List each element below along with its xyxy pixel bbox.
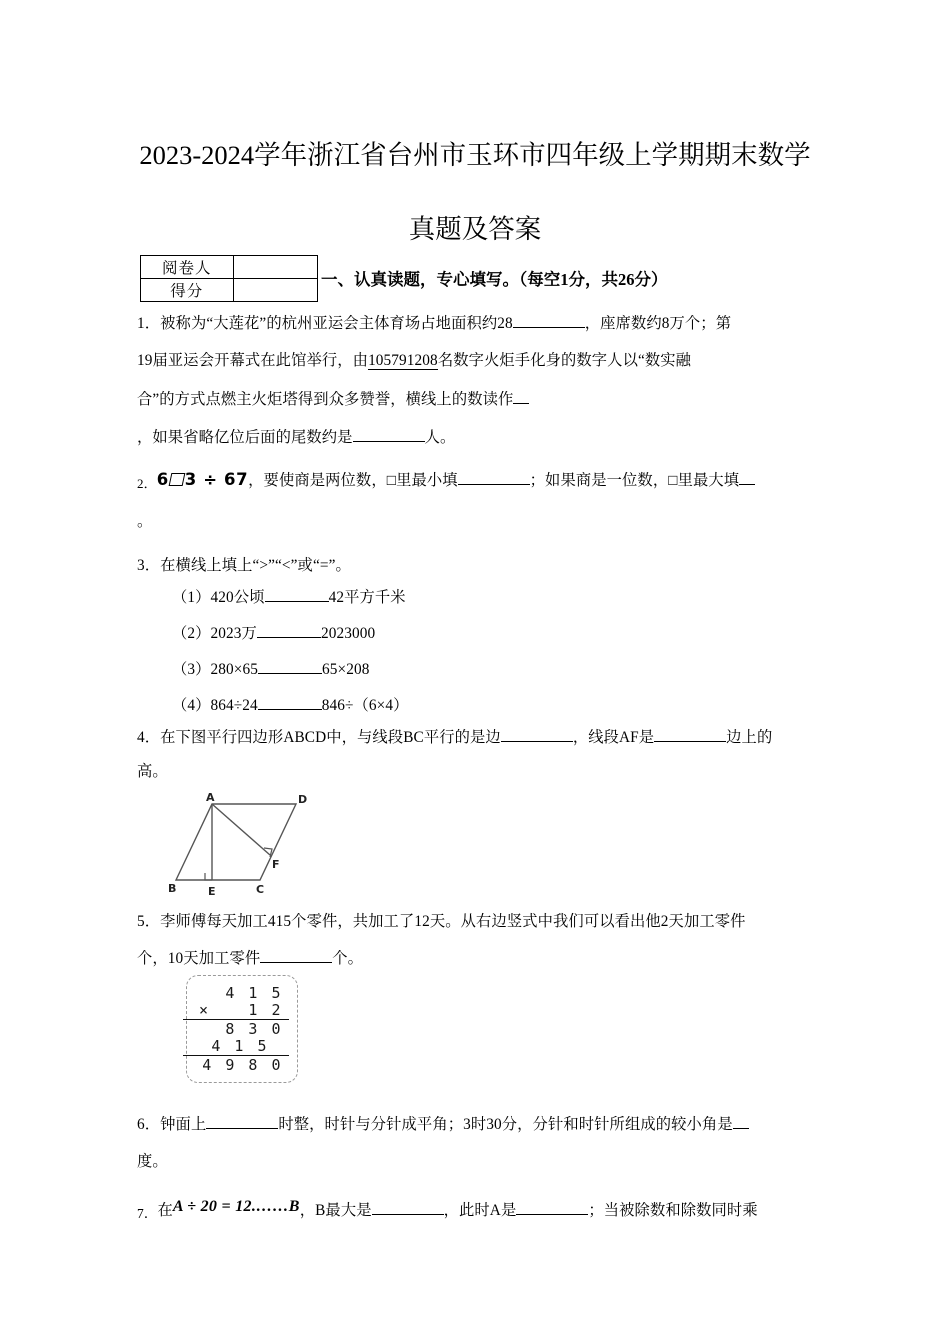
question-7-text-b: ，B最大是	[299, 1202, 372, 1219]
question-4-text-d: 高。	[137, 763, 168, 780]
score-value-cell[interactable]	[233, 279, 317, 302]
question-3-number: 3．	[137, 557, 161, 574]
question-4-line-1	[137, 727, 772, 748]
answer-blank[interactable]	[372, 1200, 444, 1215]
vertex-label-A: A	[206, 791, 215, 804]
answer-blank[interactable]	[258, 695, 322, 710]
answer-blank[interactable]	[257, 623, 321, 638]
answer-blank[interactable]	[733, 1114, 749, 1129]
question-2-text-c: 。	[137, 513, 153, 530]
answer-blank[interactable]	[501, 727, 573, 742]
question-3-stem-text: 在横线上填上“>”“<”或“=”。	[160, 557, 351, 574]
answer-blank[interactable]	[516, 1200, 588, 1215]
page-title-line2: 真题及答案	[408, 214, 542, 244]
formula-blank-box	[168, 473, 185, 486]
question-5-text-b: 个，10天加工零件	[137, 950, 261, 967]
question-6-line-2	[137, 1152, 168, 1172]
item-label: （3）	[172, 661, 211, 678]
vertical-calc-content	[187, 985, 297, 1074]
item-left: 420公顷	[210, 589, 265, 606]
product-row: 4 9 8 0	[202, 1056, 283, 1074]
question-1-text-a: 被称为“大莲花”的杭州亚运会主体育场占地面积约28	[160, 315, 513, 332]
question-6-text-c: 度。	[137, 1153, 168, 1170]
multiplier-row	[187, 1002, 297, 1019]
answer-blank[interactable]	[654, 727, 726, 742]
question-3-item-4	[172, 695, 409, 716]
question-6-line-1	[137, 1114, 749, 1135]
multiplier-value: 1 2	[248, 1001, 283, 1019]
vertical-multiplication-diagram	[186, 975, 298, 1083]
section-heading: 一、认真读题，专心填写。（每空1分，共26分）	[321, 270, 668, 289]
answer-blank[interactable]	[513, 313, 585, 328]
question-5-number: 5．	[137, 913, 161, 930]
multiply-operator: ×	[199, 1001, 211, 1019]
question-7-number: 7．	[137, 1206, 158, 1221]
question-4-number: 4．	[137, 729, 161, 746]
item-left: 2023万	[210, 625, 257, 642]
answer-blank[interactable]	[258, 659, 322, 674]
item-label: （2）	[172, 625, 211, 642]
question-7-text-a: 在	[157, 1202, 173, 1219]
vertex-label-D: D	[298, 793, 308, 806]
question-1-highlighted-number: 105791208	[368, 352, 438, 369]
question-7-text-d: ；当被除数和除数同时乘	[588, 1202, 758, 1219]
question-4-text-a: 在下图平行四边形ABCD中，与线段BC平行的是边	[160, 729, 501, 746]
question-4-text-b: ，线段AF是	[572, 729, 655, 746]
question-6-text-b: 时整，时针与分针成平角；3时30分，分针和时针所组成的较小角是	[278, 1116, 733, 1133]
answer-blank[interactable]	[206, 1114, 278, 1129]
question-3-item-3	[172, 659, 370, 680]
grading-table	[140, 255, 318, 302]
grader-value-cell[interactable]	[233, 256, 317, 279]
question-6-number: 6．	[137, 1116, 161, 1133]
question-2-line-2	[137, 512, 152, 532]
question-3-item-2	[172, 623, 375, 644]
item-right: 2023000	[320, 625, 376, 642]
question-1-text-g: 人。	[424, 429, 456, 446]
question-1-text-b: ，座席数约8万个；第	[584, 315, 732, 332]
multiplicand-row: 4 1 5	[225, 984, 283, 1002]
question-7-text-c: ，此时A是	[443, 1202, 517, 1219]
question-7-line-1	[137, 1200, 758, 1221]
question-1-text-d: 名数字火炬手化身的数字人以“数实融	[437, 352, 692, 369]
question-2-text-a: ，要使商是两位数，□里最小填	[248, 472, 458, 489]
question-3-item-1	[172, 587, 406, 608]
question-6-text-a: 钟面上	[160, 1116, 207, 1133]
grader-label: 阅卷人	[141, 256, 234, 279]
point-label-F: F	[272, 858, 280, 871]
point-label-E: E	[208, 885, 216, 898]
formula-part-post: 3 ÷ 67	[184, 470, 249, 489]
question-3-stem	[137, 556, 351, 576]
partial-product-2: 4 1 5	[187, 1038, 297, 1055]
page-title	[120, 118, 830, 266]
table-row	[141, 256, 318, 279]
question-5-text-c: 个。	[332, 950, 364, 967]
vertex-label-C: C	[256, 883, 265, 896]
question-1-line-3	[137, 389, 529, 410]
question-1-line-2	[137, 351, 691, 371]
answer-blank[interactable]	[260, 948, 332, 963]
question-4-text-c: 边上的	[726, 729, 773, 746]
question-5-text-a: 李师傅每天加工415个零件，共加工了12天。从右边竖式中我们可以看出他2天加工零件	[160, 913, 746, 930]
answer-blank[interactable]	[513, 389, 529, 404]
score-label: 得分	[141, 279, 234, 302]
page-title-line1: 2023-2024学年浙江省台州市玉环市四年级上学期期末数学	[139, 140, 811, 170]
question-2-formula	[157, 470, 248, 489]
item-right: 65×208	[322, 661, 370, 678]
question-2-line-1	[137, 470, 755, 491]
question-4-line-2	[137, 762, 168, 782]
question-2-number: 2．	[137, 476, 157, 491]
answer-blank[interactable]	[739, 470, 755, 485]
question-1-line-4	[137, 427, 455, 448]
question-7-formula: A ÷ 20 = 12.……B	[172, 1198, 300, 1215]
item-left: 280×65	[210, 661, 259, 678]
question-5-line-1	[137, 912, 746, 932]
question-1-text-e: 合”的方式点燃主火炬塔得到众多赞誉，横线上的数读作	[137, 391, 514, 408]
vertical-calc-border	[186, 975, 298, 1083]
item-label: （4）	[172, 697, 211, 714]
parallelogram-abcd-diagram	[168, 790, 318, 898]
question-1-number: 1．	[137, 315, 161, 332]
item-right: 846÷（6×4）	[321, 697, 409, 714]
question-1-text-c: 19届亚运会开幕式在此馆举行，由	[137, 352, 369, 369]
question-5-line-2	[137, 948, 363, 969]
table-row	[141, 279, 318, 302]
item-left: 864÷24	[210, 697, 258, 714]
question-1-line-1	[137, 313, 731, 334]
answer-blank[interactable]	[353, 427, 425, 442]
question-1-text-f: ，如果省略亿位后面的尾数约是	[137, 429, 353, 446]
item-label: （1）	[172, 589, 211, 606]
formula-part-pre: 6	[156, 470, 169, 489]
vertex-label-B: B	[168, 882, 177, 895]
item-right: 42平方千米	[328, 589, 406, 606]
answer-blank[interactable]	[265, 587, 329, 602]
partial-product-1: 8 3 0	[225, 1020, 283, 1038]
parallelogram-svg	[168, 790, 318, 898]
question-2-text-b: ；如果商是一位数，□里最大填	[529, 472, 740, 489]
answer-blank[interactable]	[458, 470, 530, 485]
